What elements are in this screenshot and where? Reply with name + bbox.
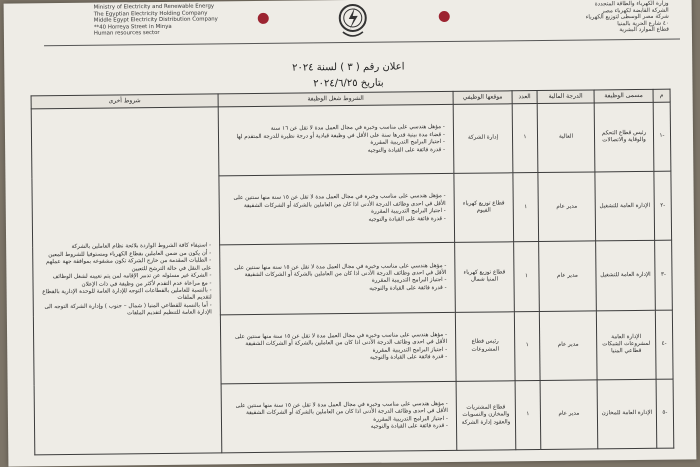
col-grade: الدرجة المالية: [537, 90, 594, 104]
condition-item: - قدرة فائقة على القيادة والتوجيه: [223, 285, 447, 295]
row-grade: مدير عام: [540, 380, 598, 450]
condition-item: - قدرة فائقة على القيادة والتوجيه: [221, 146, 445, 156]
row-job-title: الإدارة العامة للتشغيل: [595, 172, 655, 242]
row-index: -١: [653, 102, 671, 171]
row-location: قطاع توزيع كهرباء المنيا شمال: [455, 242, 515, 312]
other-condition-item: - استيفاء كافة الشروط الواردة بلائحة نظام العاملين بالشركة: [35, 243, 211, 252]
header-english-line: **40 Horreya Street in Minya: [93, 23, 172, 31]
punch-hole: [439, 11, 450, 22]
other-conditions-cell: [31, 107, 222, 455]
row-index: -٢: [654, 171, 672, 240]
other-condition-item: - بالنسبة للعاملين بالقطاعات التوجه للإدارة العامة للوحدة الإدارية بالقطاع لتقديم الملفات: [36, 287, 212, 304]
condition-item: - اجتياز البرامج التدريبية المقررة: [222, 277, 446, 287]
row-conditions: [220, 243, 456, 315]
col-count: العدد: [512, 91, 537, 104]
col-job-title: مسمى الوظيفة: [594, 89, 653, 103]
header-arabic-line: شركة مصر الوسطى لتوزيع الكهرباء: [585, 13, 669, 21]
condition-item: - اجتياز البرامج التدريبية المقررة: [222, 208, 446, 218]
condition-item: - اجتياز البرامج التدريبية المقررة: [221, 139, 445, 149]
other-condition-item: - أن يكون من ضمن العاملين بقطاع الكهرباء ومستوفيا للشروط المعين: [35, 250, 211, 259]
header-english-line: Human resources sector: [93, 30, 160, 38]
row-grade: مدير عام: [538, 172, 596, 242]
jobs-table: [31, 89, 675, 456]
row-job-title: الإدارة العامة للتشغيل: [596, 241, 656, 311]
row-conditions: [219, 174, 455, 246]
condition-item: - قضاء مدة بينية قدرها سنة على الأقل في وظيفة قيادية أو درجة نظيرة للدرجة المتقدم لها: [221, 132, 445, 142]
condition-item: - مؤهل هندسي على مناسب وخبرة في مجال العمل مدة لا تقل عن ١٥ سنة منها سنتين على الأقل في احدى وظائف الدرجة الأدنى اذا كان من العاملين بالشركة أو الشركات الشقيقة: [223, 332, 447, 349]
header-arabic-line: قطاع الموارد البشرية: [619, 27, 669, 34]
row-location: قطاع المشتريات والمخازن والتسويات والعقود إدارة الشركة: [456, 381, 516, 451]
table-row: [31, 102, 671, 178]
col-location: موقعها الوظيفي: [453, 91, 512, 105]
row-grade: العالية: [537, 103, 595, 173]
condition-item: - قدرة فائقة على القيادة والتوجيه: [223, 354, 447, 364]
row-conditions: [221, 381, 457, 453]
other-condition-item: - أما بالنسبة للقطاعي المنيا ( شمال – جنوب ) وإدارة الشركة التوجه الى الإدارة العامة للتنظيم لتقديم الملفات: [36, 302, 212, 319]
row-conditions: [218, 104, 454, 176]
condition-item: - مؤهل هندسي على مناسب وخبرة في مجال العمل مدة لا تقل عن ١٦ سنة: [221, 124, 445, 134]
row-count: ١: [514, 311, 540, 380]
row-index: -٣: [655, 241, 673, 310]
col-other-conditions: شروط أخرى: [31, 94, 218, 109]
row-job-title: الإدارة العامة للمخازن: [597, 379, 657, 449]
other-condition-item: - مع مراعاة عدم التقدم لأكثر من وظيفة في ذات الإعلان: [36, 280, 212, 289]
row-grade: مدير عام: [539, 241, 597, 311]
col-index: م: [653, 89, 670, 102]
row-job-title: الإدارة العامة لمشروعات الشبكات قطاعي المنيا: [596, 310, 656, 380]
row-grade: مدير عام: [539, 310, 597, 380]
header-english-line: Middle Egypt Electricity Distribution Company: [93, 16, 218, 24]
header-arabic: [549, 1, 669, 35]
row-index: -٥: [656, 379, 674, 448]
row-count: ١: [515, 380, 541, 450]
condition-item: - مؤهل هندسي على مناسب وخبرة في مجال العمل مدة لا تقل عن ١٥ سنة منها سنتين على الأقل في احدى وظائف الدرجة الأدنى اذا كان من العاملين بالشركة أو الشركات الشقيقة: [222, 263, 446, 280]
header-english-line: The Egyptian Electricity Holding Company: [93, 10, 208, 18]
header-english: [94, 3, 244, 38]
row-location: إدارة الشركة: [453, 104, 513, 174]
col-conditions: الشروط شغل الوظيفة: [218, 91, 453, 106]
condition-item: - قدرة فائقة على القيادة والتوجيه: [224, 423, 448, 433]
announcement-title: اعلان رقم ( ٣ ) لسنة ٢٠٢٤: [292, 61, 405, 74]
condition-item: - قدرة فائقة على القيادة والتوجيه: [222, 216, 446, 226]
header-arabic-line: الشركة القابضة لكهرباء مصر: [601, 7, 669, 14]
other-condition-item: - الشركة غير مسئوله عن تدبير الإقامه لمن يتم تعيينه لشغل الوظائف: [35, 273, 211, 282]
condition-item: - مؤهل هندسي على مناسب وخبرة في مجال العمل مدة لا تقل عن ١٥ سنة منها سنتين على الأقل في احدى وظائف الدرجة الأدنى اذا كان من العاملين بالشركة أو الشركات الشقيقة: [222, 193, 446, 210]
row-location: قطاع توزيع كهرباء الفيوم: [454, 173, 514, 243]
other-condition-item: - الطلبات المقدمة من خارج الشركة تكون مشفوعه بموافقة جهة عملهم على النقل في حالة الترشح للتعيين: [35, 258, 211, 275]
announcement-date: بتاريخ ٢٠٢٤/٦/٢٥: [313, 77, 384, 90]
header-english-line: Ministry of Electricity and Renewable Energy: [93, 3, 215, 11]
row-count: ١: [512, 104, 538, 173]
condition-item: - اجتياز البرامج التدريبية المقررة: [223, 347, 447, 357]
punch-hole: [258, 13, 269, 24]
condition-item: - مؤهل هندسي على مناسب وخبرة في مجال العمل مدة لا تقل عن ١٥ سنة منها سنتين على الأقل في احدى وظائف الدرجة الأدنى اذا كان من العاملين بالشركة أو الشركات الشقيقة: [224, 401, 448, 418]
row-count: ١: [514, 242, 540, 311]
row-index: -٤: [655, 310, 673, 379]
row-location: رئيس قطاع المشروعات: [455, 311, 515, 381]
row-conditions: [220, 312, 456, 384]
condition-item: - اجتياز البرامج التدريبية المقررة: [224, 416, 448, 426]
header-arabic-line: وزارة الكهرباء والطاقة المتجددة: [594, 0, 669, 8]
row-count: ١: [513, 173, 539, 242]
row-job-title: رئيس قطاع التحكم والوقاية والاتصالات: [594, 102, 654, 172]
document-page: [4, 0, 697, 467]
company-logo-icon: [337, 2, 369, 42]
header-arabic-line: ٤٠ شارع الحرية بالمنيا: [617, 20, 669, 27]
